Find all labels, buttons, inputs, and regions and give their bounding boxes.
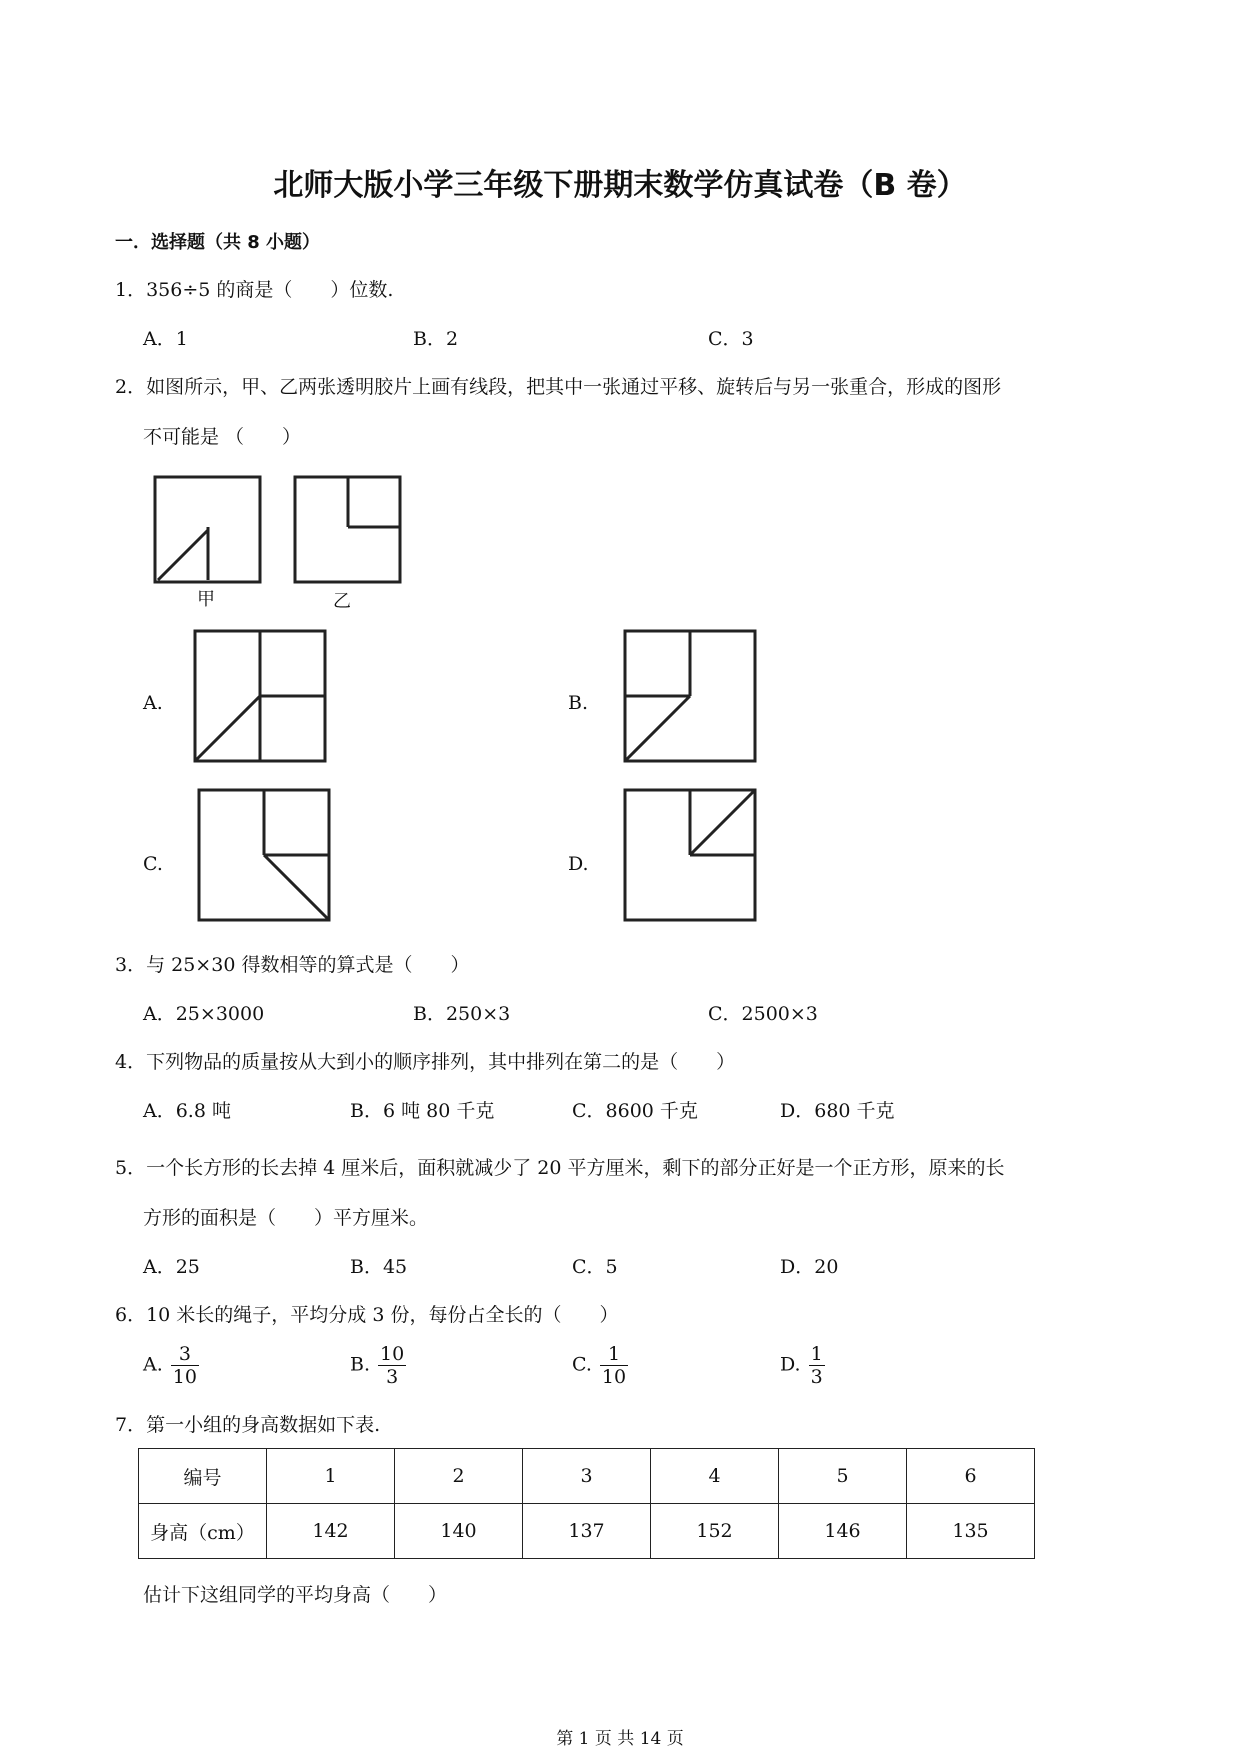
q2-option-d-label[interactable]: D. (568, 853, 589, 875)
figure-jia (150, 472, 265, 587)
q3-option-c[interactable]: C．2500×3 (708, 1003, 818, 1025)
q6-option-b-fraction (378, 1343, 406, 1388)
fraction-numerator: 10 (380, 1343, 405, 1365)
question-7-followup: 估计下这组同学的平均身高（ ） (143, 1584, 448, 1606)
q5-option-c[interactable]: C．5 (572, 1256, 618, 1278)
q6-option-b[interactable] (350, 1343, 406, 1388)
q6-option-d-label: D. (780, 1353, 801, 1376)
q5-option-d[interactable]: D．20 (780, 1256, 839, 1278)
q2-option-d-figure[interactable] (620, 785, 760, 925)
page-title: 北师大版小学三年级下册期末数学仿真试卷（B 卷） (273, 168, 967, 203)
q4-option-a[interactable]: A．6.8 吨 (143, 1100, 231, 1122)
q2-option-a-label[interactable]: A. (143, 692, 163, 714)
fraction-denominator: 3 (386, 1366, 399, 1388)
question-4: 4．下列物品的质量按从大到小的顺序排列，其中排列在第二的是（ ） (115, 1051, 736, 1073)
table-cell: 6 (907, 1449, 1035, 1504)
q1-option-a[interactable]: A．1 (143, 328, 188, 350)
question-5-line2: 方形的面积是（ ）平方厘米。 (143, 1207, 429, 1229)
table-cell: 137 (523, 1504, 651, 1559)
q2-option-c-figure[interactable] (194, 785, 334, 925)
label-yi: 乙 (333, 591, 351, 612)
table-cell: 3 (523, 1449, 651, 1504)
q6-option-d[interactable] (780, 1343, 825, 1388)
question-5-line1: 5．一个长方形的长去掉 4 厘米后，面积就减少了 20 平方厘米，剩下的部分正好是一个正方形，原来的长 (115, 1157, 1005, 1179)
q6-option-a[interactable] (143, 1343, 199, 1388)
q1-option-c[interactable]: C．3 (708, 328, 754, 350)
table-cell: 135 (907, 1504, 1035, 1559)
q6-option-b-label: B. (350, 1353, 371, 1376)
q3-option-a[interactable]: A．25×3000 (143, 1003, 265, 1025)
table-header-row (139, 1449, 1035, 1504)
q5-option-b[interactable]: B．45 (350, 1256, 408, 1278)
figure-yi (290, 472, 405, 587)
q6-option-a-label: A. (143, 1353, 163, 1376)
q5-option-a[interactable]: A．25 (143, 1256, 200, 1278)
table-cell: 152 (651, 1504, 779, 1559)
q2-option-b-figure[interactable] (620, 626, 760, 766)
q4-option-c[interactable]: C．8600 千克 (572, 1100, 698, 1122)
table-cell: 146 (779, 1504, 907, 1559)
q1-option-b[interactable]: B．2 (413, 328, 459, 350)
question-2-line2: 不可能是 （ ） (143, 426, 302, 448)
question-6: 6．10 米长的绳子，平均分成 3 份，每份占全长的（ ） (115, 1304, 619, 1326)
fraction-numerator: 1 (600, 1343, 628, 1366)
table-cell: 142 (267, 1504, 395, 1559)
page-footer: 第 1 页 共 14 页 (556, 1729, 684, 1749)
q6-option-c-fraction (600, 1343, 628, 1388)
table-cell: 140 (395, 1504, 523, 1559)
q3-option-b[interactable]: B．250×3 (413, 1003, 511, 1025)
fraction-numerator: 1 (810, 1343, 823, 1365)
q6-option-a-fraction (171, 1343, 199, 1388)
height-table (138, 1448, 1035, 1559)
q6-option-d-fraction (809, 1343, 825, 1388)
table-cell: 编号 (139, 1449, 267, 1504)
table-cell: 身高（cm） (139, 1504, 267, 1559)
fraction-denominator: 10 (172, 1366, 197, 1388)
q4-option-d[interactable]: D．680 千克 (780, 1100, 895, 1122)
table-cell: 1 (267, 1449, 395, 1504)
question-2-line1: 2．如图所示，甲、乙两张透明胶片上画有线段，把其中一张通过平移、旋转后与另一张重合，形成的图形 (115, 376, 1002, 398)
question-1: 1．356÷5 的商是（ ）位数. (115, 279, 394, 301)
q2-option-b-label[interactable]: B. (568, 692, 589, 714)
question-7: 7．第一小组的身高数据如下表. (115, 1414, 381, 1436)
fraction-denominator: 3 (810, 1366, 823, 1388)
table-cell: 5 (779, 1449, 907, 1504)
q2-option-c-label[interactable]: C. (143, 853, 163, 875)
q6-option-c-label: C. (572, 1353, 592, 1376)
table-cell: 4 (651, 1449, 779, 1504)
label-jia: 甲 (197, 589, 215, 610)
fraction-numerator: 3 (171, 1343, 199, 1366)
q4-option-b[interactable]: B．6 吨 80 千克 (350, 1100, 495, 1122)
table-cell: 2 (395, 1449, 523, 1504)
question-3: 3．与 25×30 得数相等的算式是（ ） (115, 954, 470, 976)
table-row (139, 1504, 1035, 1559)
section-heading: 一．选择题（共 8 小题） (115, 232, 321, 253)
q6-option-c[interactable] (572, 1343, 628, 1388)
q2-option-a-figure[interactable] (190, 626, 330, 766)
fraction-denominator: 10 (601, 1366, 627, 1388)
